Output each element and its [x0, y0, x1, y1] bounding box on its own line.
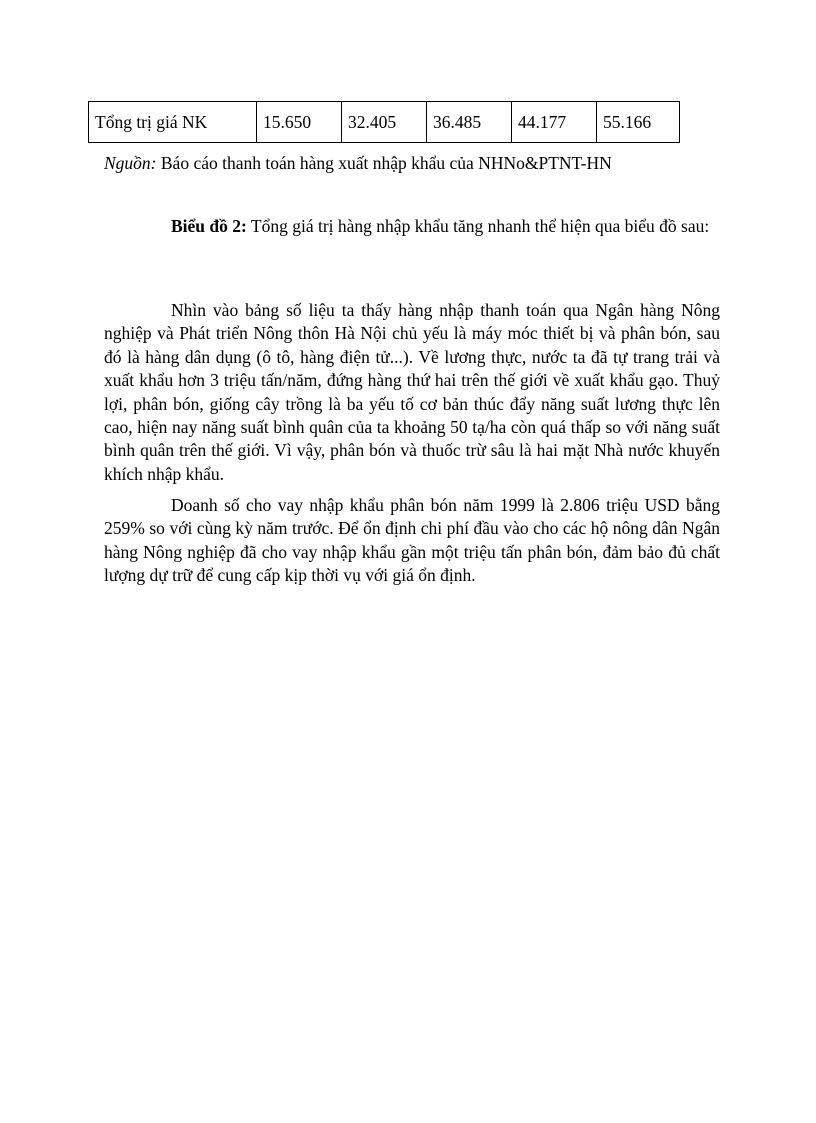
chart-caption-label: Biểu đồ 2:: [171, 216, 247, 236]
source-label: Nguồn:: [104, 153, 157, 173]
value-cell: 15.650: [257, 102, 342, 143]
chart-caption-text: Tổng giá trị hàng nhập khẩu tăng nhanh thể hiện qua biểu đồ sau:: [246, 216, 710, 236]
body-paragraph: Doanh số cho vay nhập khẩu phân bón năm 1999 là 2.806 triệu USD bằng 259% so với cùng kỳ năm trước. Để ổn định chi phí đầu vào cho các hộ nông dân Ngân hàng Nông nghiệp đã cho vay nhập khẩu gần một triệu tấn phân bón, đảm bảo đủ chất lượng dự trữ để cung cấp kịp thời vụ với giá ổn định.: [104, 495, 720, 586]
value-cell: 32.405: [342, 102, 427, 143]
source-note: [104, 153, 612, 174]
source-text: Báo cáo thanh toán hàng xuất nhập khẩu của NHNo&PTNT-HN: [156, 153, 612, 173]
body-paragraph: Nhìn vào bảng số liệu ta thấy hàng nhập thanh toán qua Ngân hàng Nông nghiệp và Phát triển Nông thôn Hà Nội chủ yếu là máy móc thiết bị và phân bón, sau đó là hàng dân dụng (ô tô, hàng điện tử...). Về lương thực, nước ta đã tự trang trải và xuất khẩu hơn 3 triệu tấn/năm, đứng hàng thứ hai trên thế giới về xuất khẩu gạo. Thuỷ lợi, phân bón, giống cây trồng là ba yếu tố cơ bản thúc đẩy năng suất lương thực lên cao, hiện nay năng suất bình quân của ta khoảng 50 tạ/ha còn quá thấp so với năng suất bình quân trên thế giới. Vì vậy, phân bón và thuốc trừ sâu là hai mặt Nhà nước khuyến khích nhập khẩu.: [104, 300, 720, 484]
import-total-table: [88, 101, 680, 143]
row-label-cell: Tổng trị giá NK: [89, 102, 257, 143]
value-cell: 36.485: [427, 102, 512, 143]
value-cell: 55.166: [597, 102, 680, 143]
table-row: [89, 102, 680, 143]
chart-caption: [104, 215, 720, 238]
value-cell: 44.177: [512, 102, 597, 143]
